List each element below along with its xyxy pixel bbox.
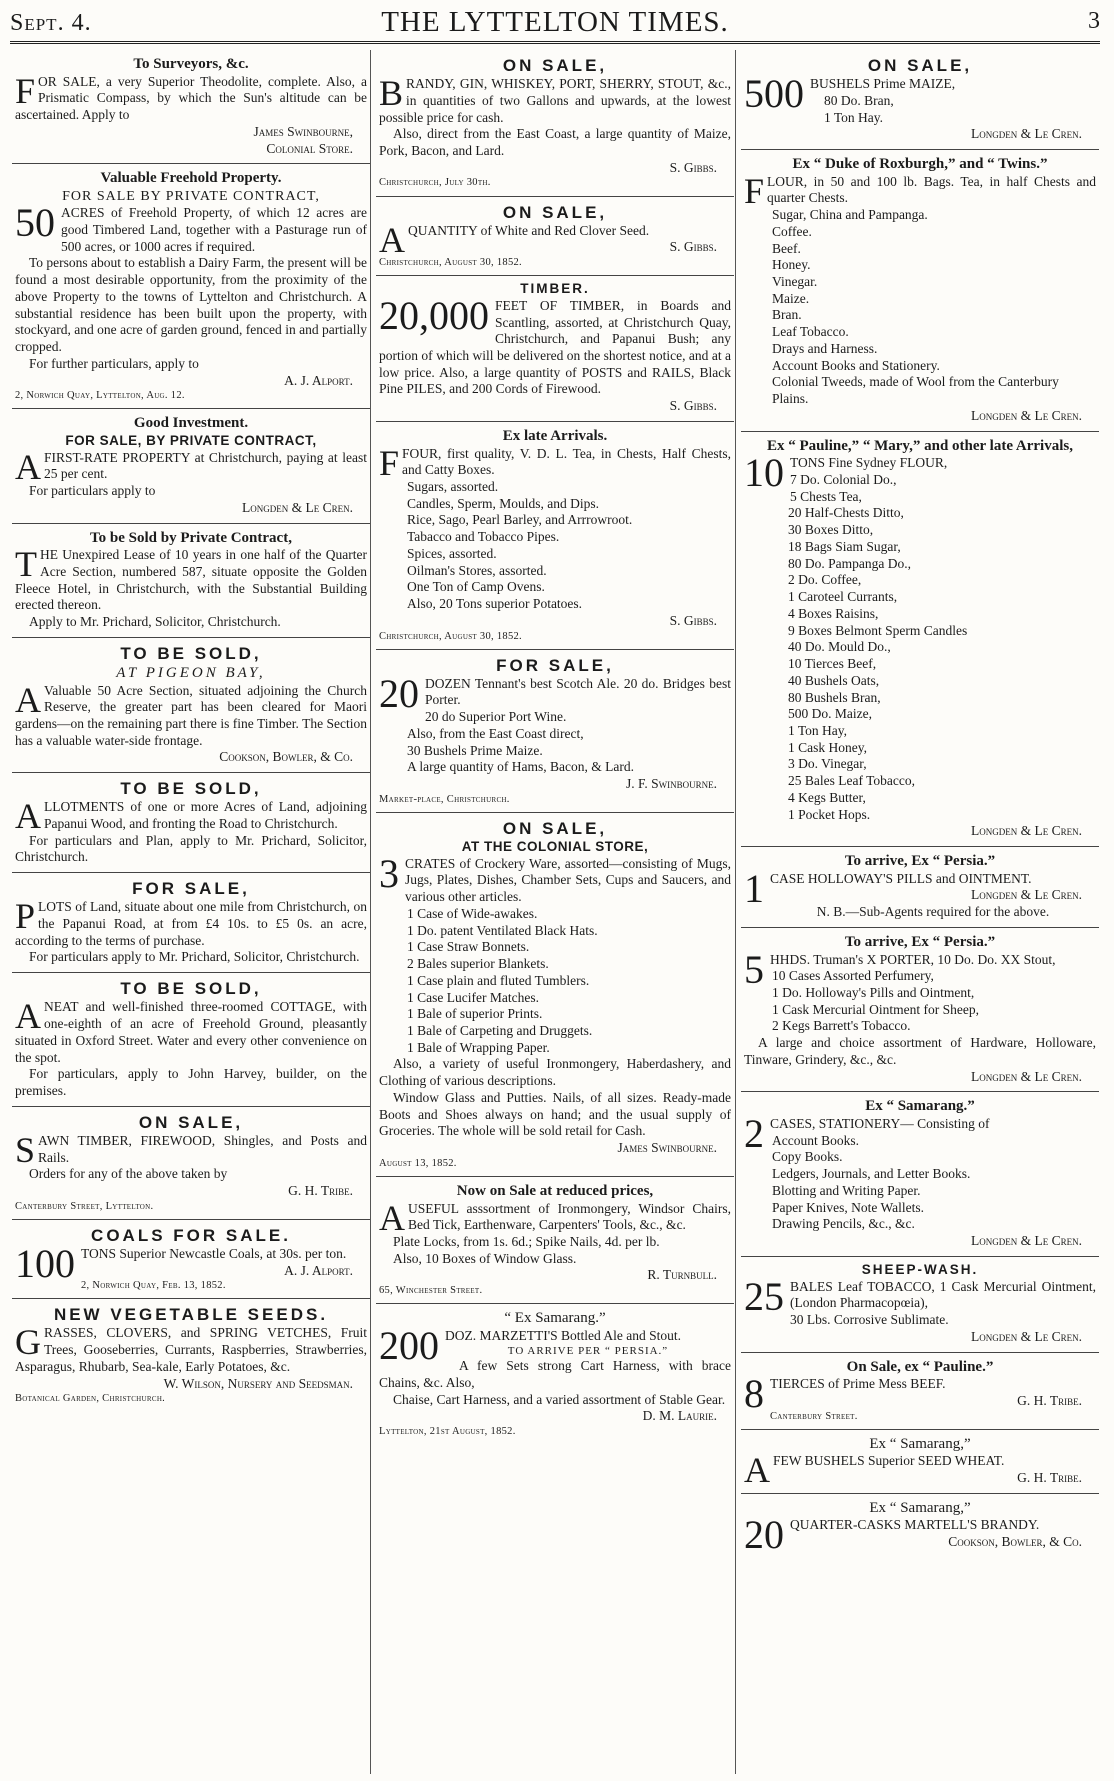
list-item: 80 Do. Bran,	[824, 92, 894, 108]
list-item: 2 Bales superior Blankets.	[407, 956, 549, 972]
ad-dateline: Christchurch, August 30, 1852.	[379, 630, 522, 642]
list-item: Colonial Tweeds, made of Wool from the Canterbury Plains.	[772, 374, 1059, 407]
ad-paragraph: A large and choice assortment of Hardware, Holloware, Tinware, Grindery, &c., &c.	[744, 1035, 1096, 1067]
ad-paragraph: For particulars, apply to John Harvey, builder, on the premises.	[15, 1066, 367, 1098]
ad-heading: “ Ex Samarang.”	[504, 1310, 606, 1327]
ad-text: LOTS of Land, situate about one mile from Christchurch, on the Papanui Road, at from £4 10s. to £5 0s. an acre, according to the terms of purchase.	[15, 899, 367, 948]
list-item: 3 Do. Vinegar,	[788, 756, 867, 772]
ad-text: RANDY, GIN, WHISKEY, PORT, SHERRY, STOUT, &c., in quantities of two Gallons and upwards, at the lowest possible price for cash.	[379, 76, 731, 125]
ad-paragraph: Orders for any of the above taken by	[29, 1166, 228, 1182]
ad-duke-of-roxburgh	[741, 150, 1099, 432]
ad-text: CASES, STATIONERY— Consisting of	[770, 1115, 990, 1131]
drop-cap: T	[15, 544, 37, 585]
list-item: Account Books and Stationery.	[772, 357, 940, 373]
ad-signature: A. J. Alport.	[284, 372, 353, 388]
list-item: 1 Case Straw Bonnets.	[407, 939, 530, 955]
ad-subheading: AT PIGEON BAY,	[116, 664, 266, 681]
list-item: Maize.	[772, 290, 810, 306]
list-item: One Ton of Camp Ovens.	[407, 579, 545, 595]
list-item: 20 do Superior Port Wine.	[425, 709, 567, 725]
issue-date: Sept. 4.	[10, 10, 92, 36]
list-item: Vinegar.	[772, 274, 818, 290]
ad-timber	[376, 276, 734, 422]
column-1	[12, 50, 370, 1774]
ad-sheep-wash	[741, 1257, 1099, 1353]
list-item: 80 Do. Pampanga Do.,	[788, 555, 911, 571]
ad-subheading: AT THE COLONIAL STORE,	[461, 838, 649, 854]
ad-ex-samarang-ale	[376, 1304, 734, 1444]
ad-paragraph: To persons about to establish a Dairy Farm, the present will be found a most desirable opportunity, from the proximity of the above Property to the towns of Lyttelton and Christchurch. A substantial residence has been built upon the property, with stockyard, and one acre of garden ground, fenced in and partially cropped.	[15, 255, 367, 355]
ad-signature: Longden & Le Cren.	[971, 887, 1082, 903]
big-number: 50	[15, 200, 55, 246]
drop-cap: F	[744, 170, 765, 211]
ad-subheading: TO ARRIVE PER “ PERSIA.”	[507, 1344, 669, 1357]
ad-text: CRATES of Crockery Ware, assorted—consisting of Mugs, Jugs, Plates, Dishes, Chamber Sets, Cups and Saucers, and various other articles.	[405, 855, 731, 905]
ad-paragraph: Plate Locks, from 1s. 6d.; Spike Nails, 4d. per lb.	[393, 1233, 660, 1249]
ad-signature: D. M. Laurie.	[642, 1408, 717, 1424]
ad-signature: R. Turnbull.	[647, 1267, 717, 1283]
ad-signature: Longden & Le Cren.	[971, 1068, 1082, 1084]
ad-heading: To be Sold by Private Contract,	[90, 529, 292, 546]
ad-text: FIRST-RATE PROPERTY at Christchurch, paying at least 25 per cent.	[44, 449, 367, 482]
ad-heading: FOR SALE,	[132, 879, 250, 899]
ad-heading: Valuable Freehold Property.	[100, 170, 282, 187]
ad-heading: TIMBER.	[520, 281, 590, 297]
drop-cap: F	[379, 442, 400, 483]
list-item: 1 Bale of superior Prints.	[407, 1006, 543, 1022]
drop-cap: B	[379, 73, 404, 114]
list-item: Bran.	[772, 307, 802, 323]
list-item: 1 Do. patent Ventilated Black Hats.	[407, 922, 598, 938]
list-item: 1 Bale of Carpeting and Druggets.	[407, 1023, 593, 1039]
list-item: 80 Bushels Bran,	[788, 689, 881, 705]
ad-signature: G. H. Tribe.	[1017, 1392, 1082, 1408]
ad-text: USEFUL asssortment of Ironmongery, Windsor Chairs, Bed Tick, Earthenware, Carpenters' Tools, &c., &c.	[408, 1200, 731, 1233]
ad-signature: Longden & Le Cren.	[971, 1328, 1082, 1344]
list-item: 40 Do. Mould Do.,	[788, 639, 891, 655]
ad-heading: ON SALE,	[502, 56, 608, 75]
drop-cap: A	[379, 1197, 405, 1238]
ad-text: LLOTMENTS of one or more Acres of Land, adjoining Papanui Wood, and fronting the Road to Christchurch.	[44, 799, 367, 831]
big-number: 20	[744, 1512, 784, 1558]
ad-paragraph: For further particulars, apply to	[29, 355, 199, 371]
big-number: 1	[744, 865, 764, 911]
ad-pigeon-bay	[12, 638, 370, 773]
ad-heading: TO BE SOLD,	[120, 979, 262, 999]
list-item: 30 Lbs. Corrosive Sublimate.	[790, 1312, 949, 1328]
big-number: 20	[379, 670, 419, 716]
ad-allotments	[12, 773, 370, 873]
ad-paragraph: Also, 10 Boxes of Window Glass.	[393, 1250, 577, 1266]
ad-paragraph: For particulars apply to	[29, 483, 156, 499]
ad-dateline: 2, Norwich Quay, Lyttelton, Aug. 12.	[15, 390, 185, 402]
list-item: 1 Ton Hay,	[788, 722, 848, 738]
ad-mess-beef	[741, 1353, 1099, 1430]
list-item: Drays and Harness.	[772, 340, 878, 356]
list-item: 25 Bales Leaf Tobacco,	[788, 773, 916, 789]
drop-cap: A	[379, 219, 405, 260]
ad-heading: SHEEP-WASH.	[861, 1261, 979, 1277]
ad-heading: ON SALE,	[138, 1112, 244, 1132]
list-item: 2 Kegs Barrett's Tobacco.	[772, 1018, 911, 1034]
ad-lease	[12, 524, 370, 638]
list-item: 4 Kegs Butter,	[788, 789, 866, 805]
list-item: Spices, assorted.	[407, 545, 497, 561]
ad-dateline: Christchurch, August 30, 1852.	[379, 257, 522, 269]
list-item: Tabacco and Tobacco Pipes.	[407, 529, 560, 545]
ad-maize	[741, 50, 1099, 150]
list-item: Also, from the East Coast direct,	[407, 725, 584, 741]
ad-heading: TO BE SOLD,	[120, 779, 262, 799]
ad-text: TONS Fine Sydney FLOUR,	[790, 455, 948, 471]
ad-dateline: 65, Winchester Street.	[379, 1285, 483, 1297]
ad-cottage	[12, 973, 370, 1106]
ad-text: HE Unexpired Lease of 10 years in one half of the Quarter Acre Section, numbered 587, situate opposite the Golden Fleece Hotel, in Christchurch, with the Substantial Building erected thereon.	[15, 547, 367, 613]
ad-signature: Longden & Le Cren.	[971, 1233, 1082, 1249]
list-item: 4 Boxes Raisins,	[788, 605, 879, 621]
list-item: Candles, Sperm, Moulds, and Dips.	[407, 495, 599, 511]
ad-text: FOUR, first quality, V. D. L. Tea, in Chests, Half Chests, and Catty Boxes.	[402, 445, 731, 478]
ad-paragraph: For particulars and Plan, apply to Mr. Prichard, Solicitor, Christchurch.	[15, 832, 367, 865]
ad-heading: Ex “ Samarang.”	[865, 1098, 975, 1115]
list-item: 1 Bale of Wrapping Paper.	[407, 1039, 550, 1055]
big-number: 3	[379, 850, 399, 896]
ad-text: Valuable 50 Acre Section, situated adjoining the Church Reserve, the greater part has been cleared for Maori gardens—on the remaining part there is fine Timber. The Section has a valuable water-side frontage.	[15, 682, 367, 748]
ad-paragraph: Also, a variety of useful Ironmongery, Haberdashery, and Clothing of various descriptions.	[379, 1056, 731, 1089]
big-number: 10	[744, 450, 784, 496]
ad-text: FEW BUSHELS Superior SEED WHEAT.	[773, 1453, 1005, 1469]
ad-paragraph: Window Glass and Putties. Nails, of all sizes. Ready-made Boots and Shoes always on hand; and the usual supply of Groceries. The whole will be sold retail for Cash.	[379, 1089, 731, 1139]
list-item: 40 Bushels Oats,	[788, 672, 880, 688]
list-item: Oilman's Stores, assorted.	[407, 562, 547, 578]
big-number: 25	[744, 1273, 784, 1319]
ad-text: QUARTER-CASKS MARTELL'S BRANDY.	[790, 1517, 1040, 1533]
ad-dateline: Botanical Garden, Christchurch.	[15, 1393, 166, 1405]
ad-text: BALES Leaf TOBACCO, 1 Cask Mercurial Ointment, (London Pharmacopœia),	[790, 1278, 1096, 1311]
ad-signature: S. Gibbs.	[669, 398, 717, 414]
list-item: Leaf Tobacco.	[772, 324, 849, 340]
ad-clover-seed	[376, 197, 734, 277]
list-item: 20 Half-Chests Ditto,	[788, 505, 904, 521]
list-item: Ledgers, Journals, and Letter Books.	[772, 1166, 971, 1182]
list-item: 1 Cask Honey,	[788, 739, 867, 755]
ad-dateline: August 13, 1852.	[379, 1157, 457, 1169]
list-item: 5 Chests Tea,	[790, 488, 862, 504]
ad-heading: Ex “ Pauline,” “ Mary,” and other late Arrivals,	[767, 437, 1073, 454]
list-item: Also, 20 Tons superior Potatoes.	[407, 596, 583, 612]
list-item: 1 Caroteel Currants,	[788, 589, 898, 605]
ad-signature: S. Gibbs.	[669, 239, 717, 255]
ad-heading: To Surveyors, &c.	[133, 56, 249, 72]
big-number: 200	[379, 1322, 439, 1368]
ad-signature: Cookson, Bowler, & Co.	[948, 1533, 1082, 1549]
ad-coals	[12, 1220, 370, 1300]
ad-text: HHDS. Truman's X PORTER, 10 Do. Do. XX Stout,	[770, 951, 1056, 967]
ad-heading: Ex “ Samarang,”	[869, 1435, 971, 1452]
ad-dateline: 2, Norwich Quay, Feb. 13, 1852.	[81, 1280, 226, 1292]
ad-brandy-gin	[376, 50, 734, 197]
ad-signature: G. H. Tribe.	[1017, 1469, 1082, 1485]
ad-signature: J. F. Swinbourne.	[625, 776, 717, 792]
list-item: Rice, Sago, Pearl Barley, and Arrrowroot.	[407, 512, 633, 528]
newspaper-title: THE LYTTELTON TIMES.	[381, 6, 729, 38]
list-item: 10 Cases Assorted Perfumery,	[772, 968, 934, 984]
ad-heading: To arrive, Ex “ Persia.”	[844, 853, 996, 870]
ad-signature: Longden & Le Cren.	[971, 823, 1082, 839]
page-number: 3	[1088, 8, 1100, 34]
list-item: 500 Do. Maize,	[788, 706, 872, 722]
ad-colonial-store	[376, 813, 734, 1177]
ad-text: TONS Superior Newcastle Coals, at 30s. per ton.	[81, 1245, 347, 1261]
ad-text: ACRES of Freehold Property, of which 12 acres are good Timbered Land, together with a Pasturage run of 500 acres, or 1000 acres if required.	[61, 205, 367, 254]
list-item: Sugars, assorted.	[407, 479, 499, 494]
ad-dateline: Canterbury Street.	[770, 1410, 858, 1422]
ad-text: CASE HOLLOWAY'S PILLS and OINTMENT.	[770, 870, 1032, 886]
ad-heading: ON SALE,	[867, 56, 973, 75]
ad-text: FEET OF TIMBER, in Boards and Scantling, assorted, at Christchurch Quay, Christchurch, and Papanui Bush; any portion of which will be delivered on the shortest notice, and at a low price. Also, a large quantity of POSTS and RAILS, Black Pine PILES, and 200 Cords of Firewood.	[379, 297, 731, 397]
ad-text: NEAT and well-finished three-roomed COTTAGE, with one-eighth of an acre of Freehold Ground, pleasantly situated in Oxford Street. Water and every other convenience on the spot.	[15, 999, 367, 1065]
ad-sawn-timber	[12, 1107, 370, 1220]
list-item: 10 Tierces Beef,	[788, 656, 877, 672]
ad-text: DOZEN Tennant's best Scotch Ale. 20 do. Bridges best Porter.	[425, 675, 731, 708]
ad-signature: S. Gibbs.	[669, 159, 717, 175]
list-item: Honey.	[772, 257, 811, 273]
ad-heading: COALS FOR SALE.	[91, 1225, 291, 1245]
ad-text: TIERCES of Prime Mess BEEF.	[770, 1376, 946, 1392]
ad-heading: Now on Sale at reduced prices,	[456, 1182, 654, 1199]
ad-freehold-property	[12, 164, 370, 409]
ad-late-arrivals	[376, 422, 734, 650]
list-item: Coffee.	[772, 223, 812, 239]
ad-reduced-prices	[376, 1177, 734, 1304]
drop-cap: A	[15, 446, 41, 487]
ad-heading: ON SALE,	[502, 818, 608, 838]
ad-heading: TO BE SOLD,	[120, 643, 262, 663]
ad-heading: ON SALE,	[502, 202, 608, 222]
ad-signature: W. Wilson, Nursery and Seedsman.	[163, 1375, 353, 1391]
big-number: 2	[744, 1110, 764, 1156]
list-item: 1 Ton Hay.	[824, 109, 884, 125]
ad-text: QUANTITY of White and Red Clover Seed.	[408, 222, 650, 238]
ad-heading: Ex “ Duke of Roxburgh,” and “ Twins.”	[792, 156, 1048, 173]
ad-text: BUSHELS Prime MAIZE,	[810, 76, 956, 92]
ad-trumans-porter	[741, 928, 1099, 1092]
ad-heading: NEW VEGETABLE SEEDS.	[53, 1305, 329, 1325]
drop-cap: F	[15, 70, 36, 111]
list-item: Blotting and Writing Paper.	[772, 1182, 921, 1198]
ad-paragraph: Also, direct from the East Coast, a large quantity of Maize, Pork, Bacon, and Lard.	[379, 126, 731, 159]
ad-dateline: Market-place, Christchurch.	[379, 793, 510, 805]
ad-plots	[12, 873, 370, 973]
drop-cap: S	[15, 1129, 36, 1170]
ad-text: LOUR, in 50 and 100 lb. Bags. Tea, in half Chests and quarter Chests.	[767, 173, 1096, 206]
list-item: 1 Case of Wide-awakes.	[407, 905, 538, 921]
ad-signature: Longden & Le Cren.	[971, 126, 1082, 142]
ad-heading: FOR SALE,	[496, 655, 614, 675]
list-item: Copy Books.	[772, 1149, 843, 1165]
drop-cap: P	[15, 896, 36, 937]
ad-note: N. B.—Sub-Agents required for the above.	[816, 904, 1050, 920]
ad-signature: James Swinbourne.	[617, 1140, 717, 1156]
ad-dateline: Canterbury Street, Lyttelton.	[15, 1200, 154, 1212]
ad-surveyors	[12, 50, 370, 164]
list-item: Account Books.	[772, 1132, 859, 1148]
drop-cap: A	[15, 679, 41, 720]
ad-paragraph: Apply to Mr. Prichard, Solicitor, Christchurch.	[29, 614, 281, 630]
big-number: 5	[744, 946, 764, 992]
ad-text: RASSES, CLOVERS, and SPRING VETCHES, Fruit Trees, Gooseberries, Currants, Raspberries, Strawberries, Asparagus, Rhubarb, Sea-kale, Early Potatoes, &c.	[15, 1325, 367, 1374]
column-2	[376, 50, 734, 1774]
ad-paragraph: For particulars apply to Mr. Prichard, Solicitor, Christchurch.	[29, 949, 360, 965]
big-number: 20,000	[379, 292, 489, 338]
list-item: Beef.	[772, 240, 801, 256]
list-item: 30 Boxes Ditto,	[788, 522, 874, 538]
list-item: 30 Bushels Prime Maize.	[407, 742, 543, 758]
list-item: 1 Cask Mercurial Ointment for Sheep,	[772, 1001, 979, 1017]
ad-dateline: Lyttelton, 21st August, 1852.	[379, 1426, 516, 1438]
ad-paragraph: Chaise, Cart Harness, and a varied assortment of Stable Gear.	[393, 1391, 726, 1407]
ad-signature: S. Gibbs.	[669, 612, 717, 628]
ad-signature: G. H. Tribe.	[288, 1182, 353, 1198]
ad-heading: On Sale, ex “ Pauline.”	[846, 1358, 994, 1375]
masthead	[10, 4, 1100, 44]
ad-signature-line2: Colonial Store.	[266, 140, 353, 156]
ad-text: DOZ. MARZETTI'S Bottled Ale and Stout.	[445, 1327, 682, 1343]
column-rule-1	[370, 50, 371, 1774]
list-item: Drawing Pencils, &c., &c.	[772, 1216, 915, 1232]
ad-subheading: FOR SALE BY PRIVATE CONTRACT,	[62, 188, 320, 204]
ad-heading: Ex “ Samarang,”	[869, 1499, 971, 1516]
ad-seed-wheat	[741, 1430, 1099, 1494]
ad-subheading: FOR SALE, BY PRIVATE CONTRACT,	[65, 432, 317, 448]
list-item: Sugar, China and Pampanga.	[772, 207, 928, 223]
big-number: 100	[15, 1240, 75, 1286]
ad-signature: Longden & Le Cren.	[242, 499, 353, 515]
ad-pauline-mary	[741, 432, 1099, 847]
ad-holloways-pills	[741, 847, 1099, 928]
list-item: A large quantity of Hams, Bacon, & Lard.	[407, 759, 634, 775]
list-item: 7 Do. Colonial Do.,	[790, 471, 897, 487]
ad-text: AWN TIMBER, FIREWOOD, Shingles, and Posts and Rails.	[38, 1132, 367, 1165]
column-rule-2	[735, 50, 736, 1774]
drop-cap: A	[744, 1450, 770, 1491]
ad-text: OR SALE, a very Superior Theodolite, complete. Also, a Prismatic Compass, by which the Sun's altitude can be ascertained. Apply to	[15, 73, 367, 123]
big-number: 500	[744, 71, 804, 117]
ad-vegetable-seeds	[12, 1299, 370, 1411]
ad-heading: Ex late Arrivals.	[502, 427, 608, 444]
ad-stationery	[741, 1092, 1099, 1256]
column-3	[741, 50, 1099, 1774]
ad-scotch-ale	[376, 650, 734, 813]
ad-signature: Longden & Le Cren.	[971, 407, 1082, 423]
drop-cap: A	[15, 996, 41, 1037]
list-item: 18 Bags Siam Sugar,	[788, 538, 901, 554]
list-item: 2 Do. Coffee,	[788, 572, 862, 588]
ad-signature: A. J. Alport.	[284, 1262, 353, 1278]
ad-martells-brandy	[741, 1494, 1099, 1557]
drop-cap: G	[15, 1322, 41, 1363]
ad-heading: Good Investment.	[133, 415, 249, 432]
list-item: 1 Do. Holloway's Pills and Ointment,	[772, 984, 975, 1000]
list-item: 9 Boxes Belmont Sperm Candles	[788, 622, 968, 638]
list-item: 1 Case plain and fluted Tumblers.	[407, 972, 590, 988]
list-item: 1 Pocket Hops.	[788, 806, 871, 822]
ad-good-investment	[12, 409, 370, 523]
ad-signature: Cookson, Bowler, & Co.	[219, 749, 353, 765]
list-item: Paper Knives, Note Wallets.	[772, 1199, 925, 1215]
ad-signature: James Swinbourne,	[253, 123, 353, 139]
list-item: 1 Case Lucifer Matches.	[407, 989, 539, 1005]
drop-cap: A	[15, 796, 41, 837]
ad-heading: To arrive, Ex “ Persia.”	[844, 933, 996, 950]
big-number: 8	[744, 1371, 764, 1417]
ad-paragraph: A few Sets strong Cart Harness, with brace Chains, &c. Also,	[379, 1358, 731, 1390]
ad-dateline: Christchurch, July 30th.	[379, 177, 491, 189]
